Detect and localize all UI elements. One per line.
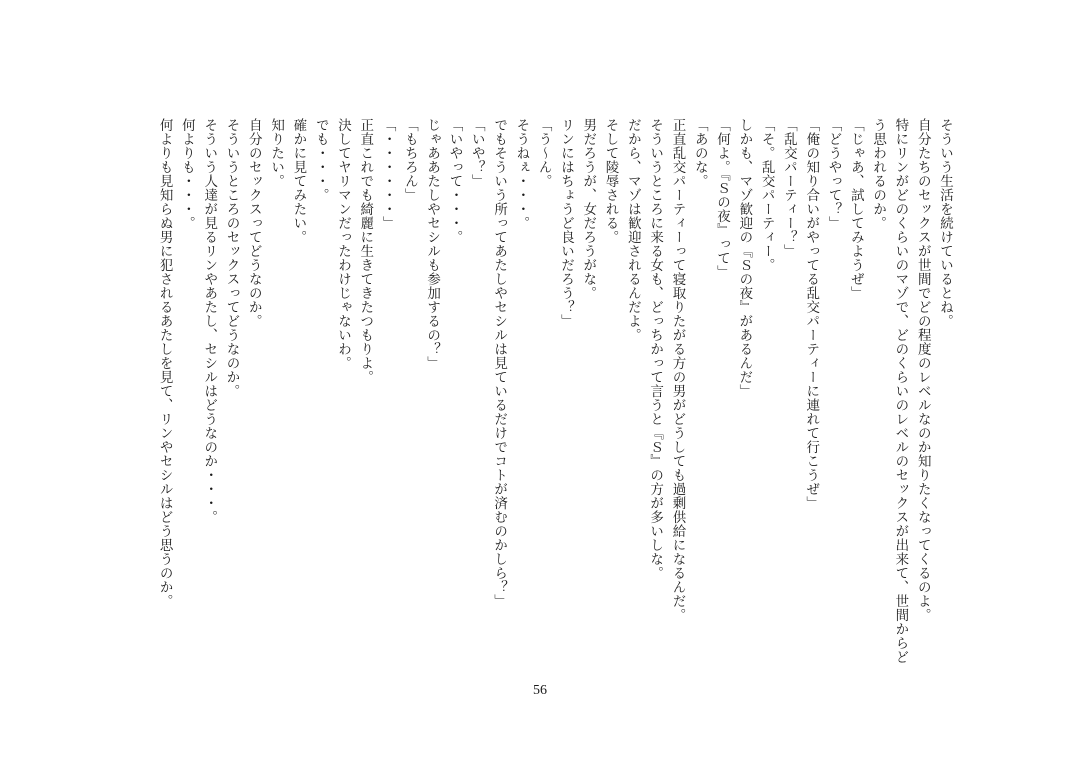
text-line: 「どうやって？」 — [825, 118, 842, 230]
text-line: 「う～ん。 — [535, 118, 552, 188]
text-line: しかも、マゾ歓迎の『Ｓの夜』があるんだ」 — [736, 118, 753, 398]
text-line: 何よりも・・・。 — [178, 118, 195, 230]
text-line: そういう生活を続けているとね。 — [937, 118, 953, 328]
text-line: リンにはちょうど良いだろう？」 — [557, 118, 574, 328]
page-number: 56 — [533, 683, 547, 698]
text-line: 「いやって・・・。 — [446, 118, 463, 244]
text-line: そして陵辱される。 — [602, 118, 619, 244]
text-line: そういうところに来る女も、どっちかって言うと『Ｓ』の方が多いしな。 — [647, 118, 664, 580]
text-line: じゃああたしやセシルも参加するの？」 — [424, 118, 441, 370]
vertical-text-body — [153, 118, 956, 678]
text-line: 「あのな。 — [691, 118, 708, 188]
text-line: う思われるのか。 — [870, 118, 887, 230]
text-line: 自分のセックスってどうなのか。 — [245, 118, 262, 328]
text-line: 男だろうが、女だろうがな。 — [580, 118, 597, 300]
text-line: 決してヤリマンだったわけじゃないわ。 — [334, 118, 351, 370]
text-line: 自分たちのセックスが世間でどの程度のレベルなのか知りたくなってくるのよ。 — [914, 118, 931, 622]
text-line: そういう人達が見るリンやあたし、セシルはどうなのか・・・。 — [201, 118, 218, 524]
text-line: 「いや？」 — [468, 118, 485, 188]
text-line: 正直乱交パーティーって寝取りたがる方の男がどうしても過剰供給になるんだ。 — [669, 118, 686, 622]
text-line: そうねぇ・・・。 — [513, 118, 530, 230]
text-line: 「じゃあ、試してみようぜ」 — [847, 118, 864, 300]
text-line: 何よりも見知らぬ男に犯されるあたしを見て、リンやセシルはどう思うのか。 — [156, 118, 173, 608]
text-line: 「乱交パーティー？」 — [780, 118, 797, 258]
text-line: 知りたい。 — [268, 118, 285, 188]
text-line: 「何よ。『Ｓの夜』って」 — [714, 118, 731, 280]
text-line: 「もちろん」 — [401, 118, 418, 202]
text-line: だから、マゾは歓迎されるんだよ。 — [624, 118, 641, 342]
text-line: 正直これでも綺麗に生きてきたつもりよ。 — [357, 118, 374, 384]
text-line: でも・・・。 — [312, 118, 329, 202]
text-line: 「俺の知り合いがやってる乱交パーティーに連れて行こうぜ」 — [803, 118, 820, 510]
text-line: 特にリンがどのくらいのマゾで、どのくらいのレベルのセックスが出来て、世間からど — [892, 118, 909, 664]
text-line: 「そ。乱交パーティー。 — [758, 118, 775, 272]
text-line: 確かに見てみたい。 — [290, 118, 307, 244]
text-line: そういうところのセックスってどうなのか。 — [223, 118, 240, 398]
text-line: 「・・・・・・」 — [379, 118, 396, 230]
text-line: でもそういう所ってあたしやセシルは見ているだけでコトが済むのかしら？」 — [491, 118, 508, 608]
